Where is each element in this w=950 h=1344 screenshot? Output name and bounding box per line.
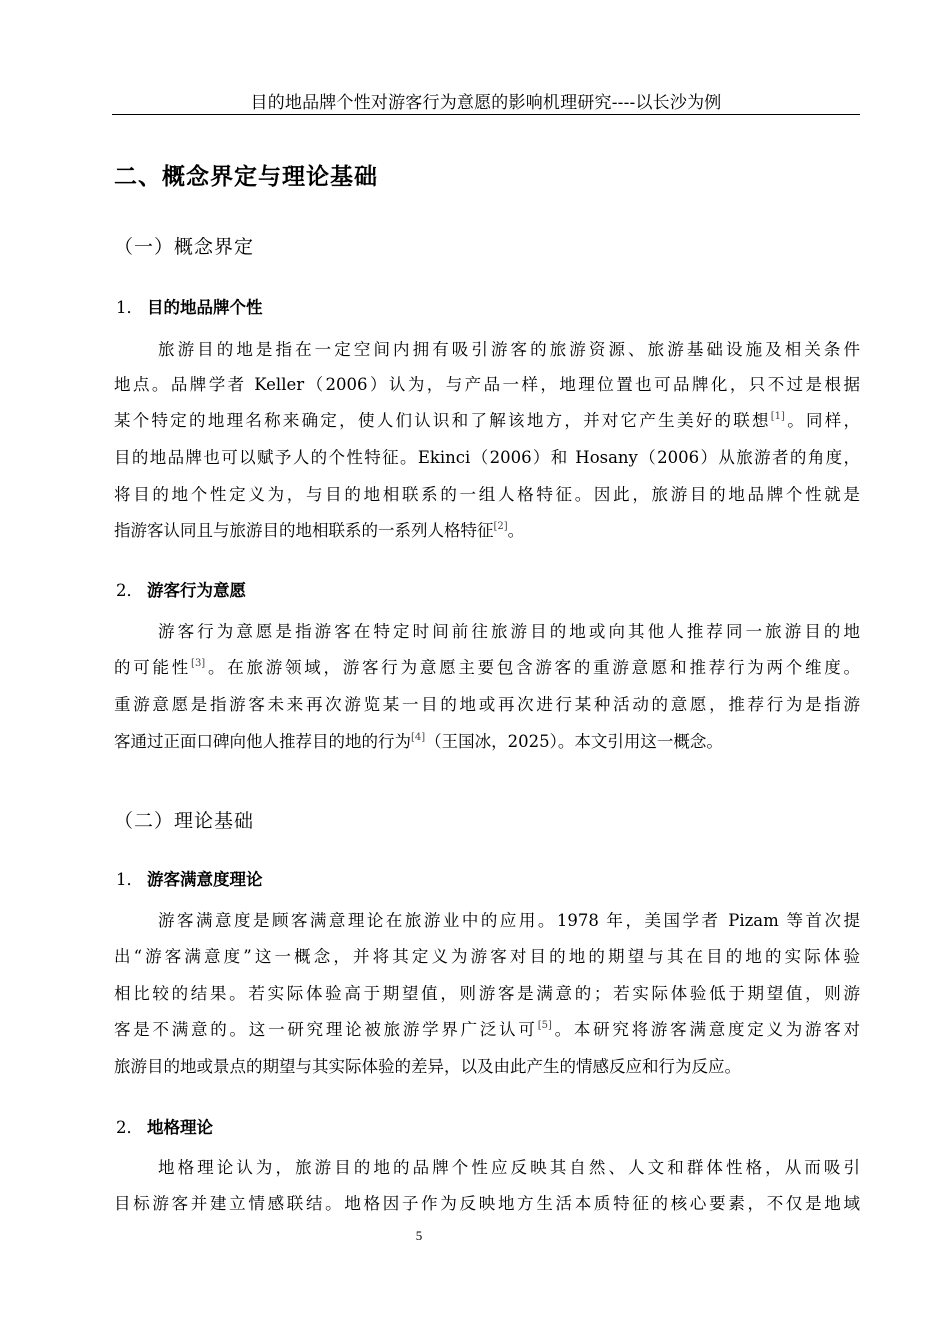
chapter-title: 二、概念界定与理论基础 bbox=[114, 164, 378, 190]
paragraph-text: 客是不满意的。这一研究理论被旅游学界广泛认可 bbox=[114, 1020, 538, 1039]
page-number: 5 bbox=[415, 1228, 423, 1243]
citation-ref: [5] bbox=[537, 1020, 552, 1031]
subsection-title: 游客满意度理论 bbox=[147, 870, 263, 889]
paragraph-line: 相比较的结果。若实际体验高于期望值，则游客是满意的；若实际体验低于期望值，则游 bbox=[114, 984, 860, 1003]
paragraph-line: 将目的地个性定义为，与目的地相联系的一组人格特征。因此，旅游目的地品牌个性就是 bbox=[114, 485, 860, 504]
paragraph-line: 目标游客并建立情感联结。地格因子作为反映地方生活本质特征的核心要素，不仅是地域 bbox=[114, 1194, 860, 1213]
paragraph-text: （王国冰，2025）。本文引用这一概念。 bbox=[425, 732, 723, 751]
paragraph-line: 出“游客满意度”这一概念，并将其定义为游客对目的地的期望与其在目的地的实际体验 bbox=[114, 947, 860, 966]
citation-ref: [2] bbox=[493, 521, 508, 532]
subsection-number: 2． bbox=[116, 1118, 143, 1137]
paragraph-line bbox=[114, 657, 860, 679]
subsection-number: 1． bbox=[116, 298, 143, 317]
paragraph-line: 重游意愿是指游客未来再次游览某一目的地或再次进行某种活动的意愿，推荐行为是指游 bbox=[114, 695, 860, 714]
paragraph-text: 。 bbox=[507, 521, 525, 540]
paragraph-line: 地格理论认为，旅游目的地的品牌个性应反映其自然、人文和群体性格，从而吸引 bbox=[158, 1158, 860, 1177]
paragraph-line bbox=[114, 520, 860, 542]
paragraph-line: 旅游目的地是指在一定空间内拥有吸引游客的旅游资源、旅游基础设施及相关条件 bbox=[158, 340, 860, 359]
paragraph-line bbox=[114, 1019, 860, 1041]
paragraph-line: 地点。品牌学者 Keller（2006）认为，与产品一样，地理位置也可品牌化，只不过是根据 bbox=[114, 375, 860, 394]
paragraph-text: 的可能性 bbox=[114, 658, 192, 677]
paragraph-text: 。本研究将游客满意度定义为游客对 bbox=[551, 1020, 861, 1039]
paragraph-line bbox=[114, 410, 860, 432]
paragraph-line: 旅游目的地或景点的期望与其实际体验的差异，以及由此产生的情感反应和行为反应。 bbox=[114, 1057, 741, 1076]
paragraph-line: 游客行为意愿是指游客在特定时间前往旅游目的地或向其他人推荐同一旅游目的地 bbox=[158, 622, 860, 641]
subsection-heading-brand-personality bbox=[116, 294, 263, 318]
paragraph-text: 客通过正面口碑向他人推荐目的地的行为 bbox=[114, 732, 411, 751]
running-head: 目的地品牌个性对游客行为意愿的影响机理研究----以长沙为例 bbox=[250, 93, 722, 113]
subsection-heading-behavioral-intention bbox=[116, 577, 246, 601]
citation-ref: [4] bbox=[411, 732, 426, 743]
citation-ref: [3] bbox=[191, 658, 206, 669]
subsection-heading-place-personality-theory bbox=[116, 1114, 213, 1138]
subsection-heading-satisfaction-theory bbox=[116, 866, 263, 890]
paragraph-text: 某个特定的地理名称来确定，使人们认识和了解该地方，并对它产生美好的联想 bbox=[114, 411, 771, 430]
section-heading-theory: （二）理论基础 bbox=[114, 810, 255, 832]
paragraph-text: 。在旅游领域，游客行为意愿主要包含游客的重游意愿和推荐行为两个维度。 bbox=[205, 658, 861, 677]
paragraph-text: 指游客认同且与旅游目的地相联系的一系列人格特征 bbox=[114, 521, 494, 540]
citation-ref: [1] bbox=[770, 411, 785, 422]
subsection-title: 目的地品牌个性 bbox=[147, 298, 263, 317]
paragraph-line bbox=[114, 731, 860, 753]
subsection-number: 1． bbox=[116, 870, 143, 889]
subsection-number: 2． bbox=[116, 581, 143, 600]
paragraph-text: 。同样， bbox=[784, 411, 861, 430]
header-rule bbox=[112, 114, 860, 115]
subsection-title: 游客行为意愿 bbox=[147, 581, 246, 600]
paragraph-line: 游客满意度是顾客满意理论在旅游业中的应用。1978 年，美国学者 Pizam 等首次提 bbox=[158, 911, 860, 930]
paragraph-line: 目的地品牌也可以赋予人的个性特征。Ekinci（2006）和 Hosany（2006）从旅游者的角度， bbox=[114, 448, 860, 467]
subsection-title: 地格理论 bbox=[147, 1118, 213, 1137]
section-heading-concepts: （一）概念界定 bbox=[114, 236, 255, 258]
